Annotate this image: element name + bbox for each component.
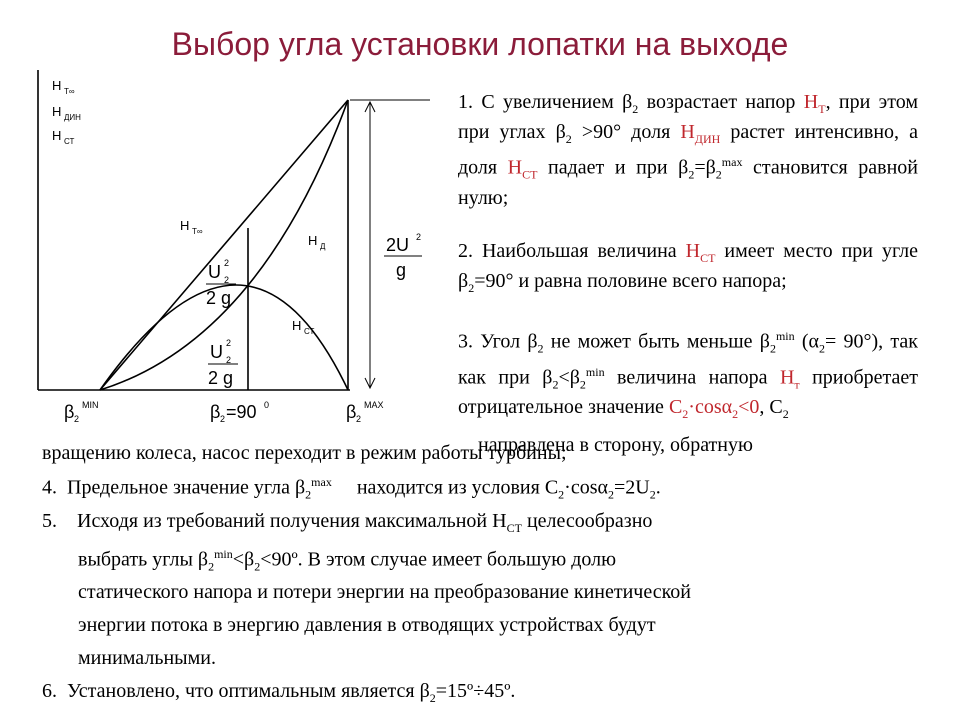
curve-label-ht: Н: [180, 218, 190, 233]
y-label-hst: Н: [52, 128, 62, 143]
point-3-continuation: вращению колеса, насос переходит в режим работы турбины;: [42, 442, 567, 464]
svg-text:MAX: MAX: [364, 400, 384, 410]
y-label-hdyn: Н: [52, 104, 62, 119]
point-5-line-1: 5. Исходя из требований получения максимальной $Н_{СТ}$ целесообразно: [42, 510, 653, 535]
svg-text:2: 2: [224, 258, 230, 268]
point-1: 1. С увеличением $\beta_2$ возрастает напор $Н_Т$, при этом при углах $\beta_2 >90^\circ$ доля $Н_{ДИН}$ растет интенсивно, а доля $Н_{СТ}$ падает и при $\beta_2=\beta_2^{max}$ становится равной нулю;: [458, 91, 918, 209]
curve-label-ht-sub: Т∞: [192, 227, 203, 236]
point-5-line-5: минимальными.: [78, 647, 216, 669]
frac-upper-den: 2 g: [206, 288, 232, 308]
svg-text:2: 2: [416, 232, 422, 242]
y-label-hst-sub: СТ: [64, 137, 75, 146]
svg-text:0: 0: [264, 400, 270, 410]
curve-label-hd-sub: Д: [320, 242, 326, 251]
point-5-line-4: энергии потока в энергию давления в отводящих устройствах будут: [78, 614, 656, 636]
curve-label-hd: Н: [308, 233, 318, 248]
y-label-ht-sub: Т∞: [64, 87, 75, 96]
frac-upper-num: U: [208, 262, 221, 282]
frac-lower-den: 2 g: [208, 368, 234, 388]
svg-text:2: 2: [356, 414, 362, 424]
point-5-line-3: статического напора и потери энергии на преобразование кинетической: [78, 581, 692, 603]
curve-label-hst: Н: [292, 318, 302, 333]
svg-text:2: 2: [226, 338, 232, 348]
frac-right-num: 2U: [386, 235, 410, 255]
y-label-hdyn-sub: ДИН: [64, 113, 81, 122]
slide-title: Выбор угла установки лопатки на выходе: [171, 26, 789, 62]
x-label-min: β: [64, 402, 75, 422]
svg-text:MIN: MIN: [82, 400, 99, 410]
point-4: 4. Предельное значение угла $\beta_2^{max}$ находится из условия $С_2\cdot\cos\alpha_2=2U_2$.: [42, 475, 661, 502]
point-3: 3. Угол $\beta_2$ не может быть меньше $\beta_2^{min}$ $(\alpha_2= 90^\circ)$, так как при $\beta_2<\beta_2^{min}$ величина напора $Н_т$ приобретает отрицательное значение $С_2\cdot\cos\alpha_2<0$, $С_2$: [458, 329, 919, 422]
head-vs-angle-diagram: [30, 60, 450, 440]
svg-text:=90: =90: [226, 402, 257, 422]
svg-text:2: 2: [74, 414, 80, 424]
curve-label-hst-sub: СТ: [304, 327, 315, 336]
frac-lower-num: U: [210, 342, 223, 362]
svg-text:2: 2: [220, 414, 226, 424]
y-label-ht: Н: [52, 78, 62, 93]
x-label-mid: β: [210, 402, 221, 422]
point-2: 2. Наибольшая величина $Н_{СТ}$ имеет место при угле $\beta_2=90^\circ$ и равна половине всего напора;: [458, 240, 918, 295]
point-3-overlap: направлена в сторону, обратную: [478, 434, 753, 456]
x-label-max: β: [346, 402, 357, 422]
svg-text:2: 2: [226, 355, 232, 365]
point-6: 6. Установлено, что оптимальным является $\beta_2=15º\div 45º$.: [42, 680, 516, 705]
svg-text:2: 2: [224, 275, 230, 285]
frac-right-den: g: [396, 260, 407, 280]
point-5-line-2: выбрать углы $\beta_2^{min}<\beta_2<90º$. В этом случае имеет большую долю: [78, 547, 617, 574]
